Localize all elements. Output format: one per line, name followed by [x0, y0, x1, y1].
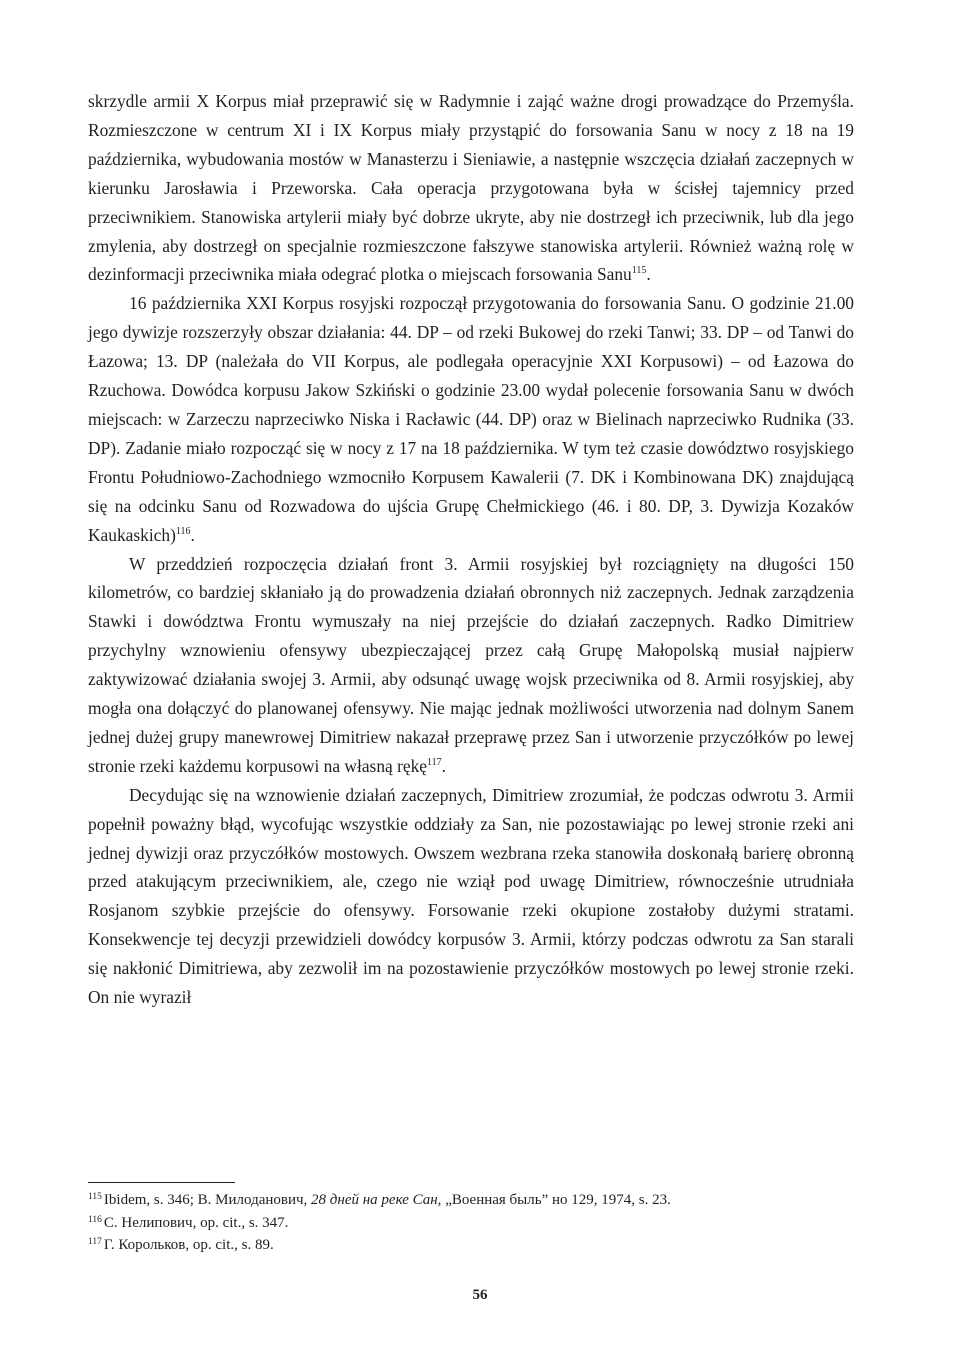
paragraph [88, 289, 854, 549]
footnote [88, 1234, 854, 1257]
paragraph-text: . [190, 524, 195, 545]
footnote-separator [88, 1182, 235, 1183]
footnote-reference: 116 [175, 525, 191, 537]
paragraph [88, 87, 854, 289]
paragraph-text: W przeddzień rozpoczęcia działań front 3. Armii rosyjskiej był rozciągnięty na długości 150 kilometrów, co bardziej skłaniało ją do prowadzenia działań obronnych niż zaczepnych. Jednak zarządzenia Stawki i dowództwa Frontu wymuszały na niej przejście do działań zaczepnych. Radko Dimitriew przychylny wznowieniu ofensywy ubezpieczającej przez całą Grupę Małopolską musiał najpierw zaktywizować działania swojej 3. Armii, aby odsunąć uwagę wojsk przeciwnika od 8. Armii rosyjskiej, aby mogła ona dołączyć do planowanej ofensywy. Nie mając jednak możliwości utworzenia nad dolnym Sanem jednej dużej grupy manewrowej Dimitriew nakazał przeprawę przez San i utworzenie przyczółków po lewej stronie rzeki każdemu korpusowi na własną rękę [88, 553, 854, 776]
footnote-text: Г. Корольков, op. cit., s. 89. [103, 1237, 274, 1253]
paragraph [88, 550, 854, 781]
footnote-text: „Военная быль” но 129, 1974, s. 23. [441, 1192, 671, 1208]
footnote [88, 1189, 854, 1212]
page-number: 56 [472, 1287, 488, 1303]
paragraph-text: . [441, 755, 446, 776]
footnote [88, 1212, 854, 1235]
footnote-number: 116 [88, 1214, 102, 1225]
paragraph-text: Decydując się na wznowienie działań zaczepnych, Dimitriew zrozumiał, że podczas odwrotu 3. Armii popełnił poważny błąd, wycofując wszystkie oddziały za San, nie pozostawiając po lewej stronie rzeki ani jednej dywizji oraz przyczółków mostowych. Owszem wezbrana rzeka stanowiła doskonałą barierę obronną przed atakującym przeciwnikiem, ale, czego nie wziął pod uwagę Dimitriew, równocześnie utrudniała Rosjanom szybkie przejście do ofensywy. Forsowanie rzeki okupione zostałoby dużymi stratami. Konsekwencje tej decyzji przewidzieli dowódcy korpusów 3. Armii, którzy podczas odwrotu za San starali się nakłonić Dimitriewa, aby zezwolił im na pozostawienie przyczółków mostowych po lewej stronie rzeki. On nie wyraził [88, 784, 854, 1008]
paragraph [88, 781, 854, 1012]
paragraph-text: 16 października XXI Korpus rosyjski rozpoczął przygotowania do forsowania Sanu. O godzinie 21.00 jego dywizje rozszerzyły obszar działania: 44. DP – od rzeki Bukowej do rzeki Tanwi; 33. DP – od Tanwi do Łazowa; 13. DP (należała do VII Korpus, ale podlegała operacyjnie XXI Korpusowi) – od Łazowa do Rzuchowa. Dowódca korpusu Jakow Szkiński o godzinie 23.00 wydał polecenie forsowania Sanu w dwóch miejscach: w Zarzeczu naprzeciwko Niska i Racławic (44. DP) oraz w Bielinach naprzeciwko Rudnika (33. DP). Zadanie miało rozpocząć się w nocy z 17 na 18 października. W tym też czasie dowództwo rosyjskiego Frontu Południowo-Zachodniego wzmocniło Korpusem Kawalerii (7. DK i Kombinowana DK) znajdującą się na odcinku Sanu od Rozwadowa do ujścia Grupę Chełmickiego (46. i 80. DP, 3. Dywizja Kozaków Kaukaskich) [88, 293, 854, 545]
footnotes [88, 1189, 854, 1257]
body-text [88, 87, 854, 1012]
footnote-number: 117 [88, 1237, 102, 1247]
footnote-text: Ibidem, s. 346; В. Милоданович, [103, 1192, 312, 1208]
footnote-reference: 115 [631, 265, 647, 277]
paragraph-text: skrzydle armii X Korpus miał przeprawić się w Radymnie i zająć ważne drogi prowadzące do Przemyśla. Rozmieszczone w centrum XI i IX Korpus miały przystąpić do forsowania Sanu w nocy z 18 na 19 października, wybudowania mostów w Manasterzu i Sieniawie, a następnie wszczęcia działań zaczepnych w kierunku Jarosławia i Przeworska. Cała operacja przygotowana była w ścisłej tajemnicy przed przeciwnikiem. Stanowiska artylerii miały być dobrze ukryte, aby nie dostrzegł ich przeciwnik, lub dla jego zmylenia, aby dostrzegł on specjalnie rozmieszczone fałszywe stanowiska artylerii. Również ważną rolę w dezinformacji przeciwnika miała odegrać plotka o miejscach forsowania Sanu [88, 91, 854, 285]
footnote-number: 115 [88, 1192, 102, 1202]
footnote-text: С. Нелипович, op. cit., s. 347. [103, 1214, 289, 1231]
footnote-reference: 117 [427, 756, 442, 768]
footnote-title: 28 дней на реке Сан, [311, 1192, 442, 1208]
paragraph-text: . [646, 264, 651, 285]
